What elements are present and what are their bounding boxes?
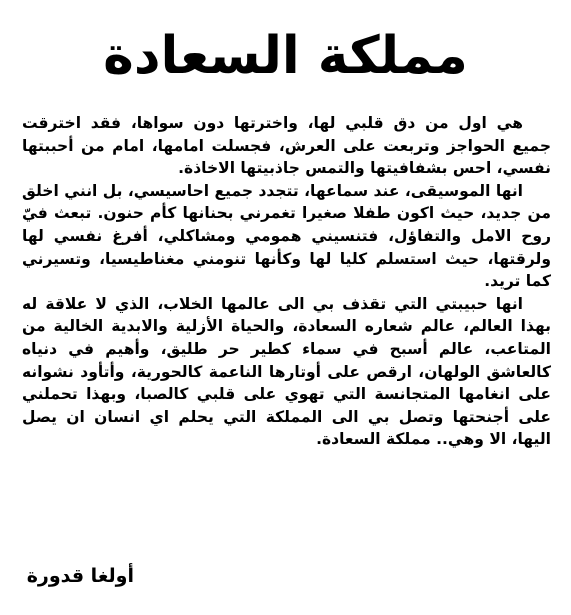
author-byline: أولغا قدورة bbox=[26, 565, 134, 587]
article-title: مملكة السعادة bbox=[103, 26, 468, 86]
article-paragraph-3: انها حبيبتي التي تقذف بي الى عالمها الخلاب، الذي لا علاقة له بهذا العالم، عالم شعاره السعادة، والحياة الأزلية والابدية الخالية من المتاعب، عالم أسبح في سماء كطير حر طليق، وأهيم في دنياه كالعاشق الولهان، ارقص على أوتارها الناعمة كالحورية، وأتأود نشوانه على انغامها المتجانسة التي تهوي على قلبي كالصبا، وبهذا تحملني على أجنحتها وتصل بي الى المملكة التي يحلم اي انسان ان يصل اليها، الا وهي.. مملكة السعادة. bbox=[22, 294, 551, 449]
article-paragraph-1: هي اول من دق قلبي لها، واخترتها دون سواها، فقد اخترقت جميع الحواجز وتربعت على العرش، فجسلت امامها، امام من أحببتها نفسي، احس بشفافيتها والتمس جاذبيتها الاخاذة. bbox=[22, 114, 551, 178]
article-body bbox=[22, 112, 551, 451]
article-paragraph-2: انها الموسيقى، عند سماعها، تتجدد جميع احاسيسي، بل انني اخلق من جديد، حيث اكون طفلا صغيرا تغمرني بحنانها كأم حنون. تبعث فيّ روح الامل والتفاؤل، فتنسيني همومي ومشاكلي، أفرغ نفسي لها ولرقتها، حيث استسلم كليا لها وكأنها تنومني مغناطيسيا، وتسيرني كما تريد. bbox=[22, 181, 551, 291]
